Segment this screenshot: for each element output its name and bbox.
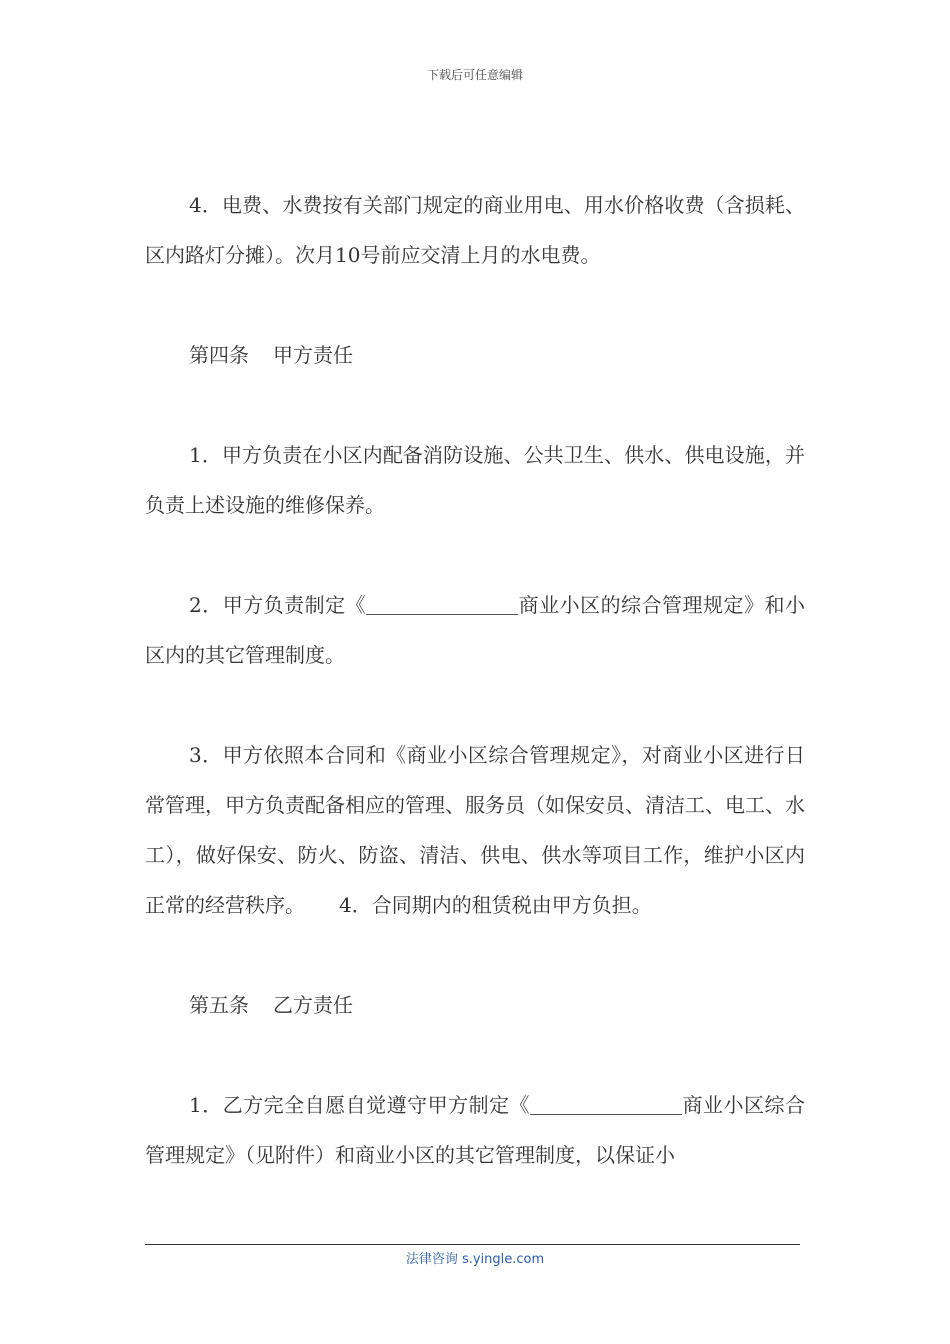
article-4-item-3 [145,730,805,930]
footer-divider [145,1244,800,1245]
article-4-title: 甲方责任 [273,343,353,367]
document-body [145,180,805,1180]
article-4-item-4-text: 4．合同期内的租赁税由甲方负担。 [339,893,652,917]
article-4-heading [145,330,805,380]
article-5-heading [145,980,805,1030]
article-4-number: 第四条 [189,343,249,367]
fill-in-blank [530,1094,682,1115]
article-5-number: 第五条 [189,993,249,1017]
article-4-item-3-text: 3．甲方依照本合同和《商业小区综合管理规定》，对商业小区进行日常管理，甲方负责配备相应的管理、服务员（如保安员、清洁工、电工、水工），做好保安、防火、防盗、清洁、供电、供水等项目工作，维护小区内正常的经营秩序。 [145,743,805,917]
article-5-title: 乙方责任 [273,993,353,1017]
paragraph-fees: 4．电费、水费按有关部门规定的商业用电、用水价格收费（含损耗、区内路灯分摊）。次月10号前应交清上月的水电费。 [145,193,805,267]
page-header: 下载后可任意编辑 [426,68,523,82]
article-4-item-1: 1．甲方负责在小区内配备消防设施、公共卫生、供水、供电设施，并负责上述设施的维修保养。 [145,443,805,517]
article-4-item-2 [145,580,805,680]
fill-in-blank [366,594,518,615]
article-5-item-1-pre: 1．乙方完全自愿自觉遵守甲方制定《 [189,1093,531,1117]
article-5-item-1-post: 商业小区综合管理规定》（见附件）和商业小区的其它管理制度，以保证小 [145,1093,806,1167]
article-5-item-1 [145,1080,805,1180]
footer-link[interactable]: 法律咨询 s.yingle.com [405,1252,545,1267]
article-4-item-2-post: 商业小区的综合管理规定》和小区内的其它管理制度。 [145,593,805,667]
article-4-item-2-pre: 2．甲方负责制定《 [189,593,367,617]
